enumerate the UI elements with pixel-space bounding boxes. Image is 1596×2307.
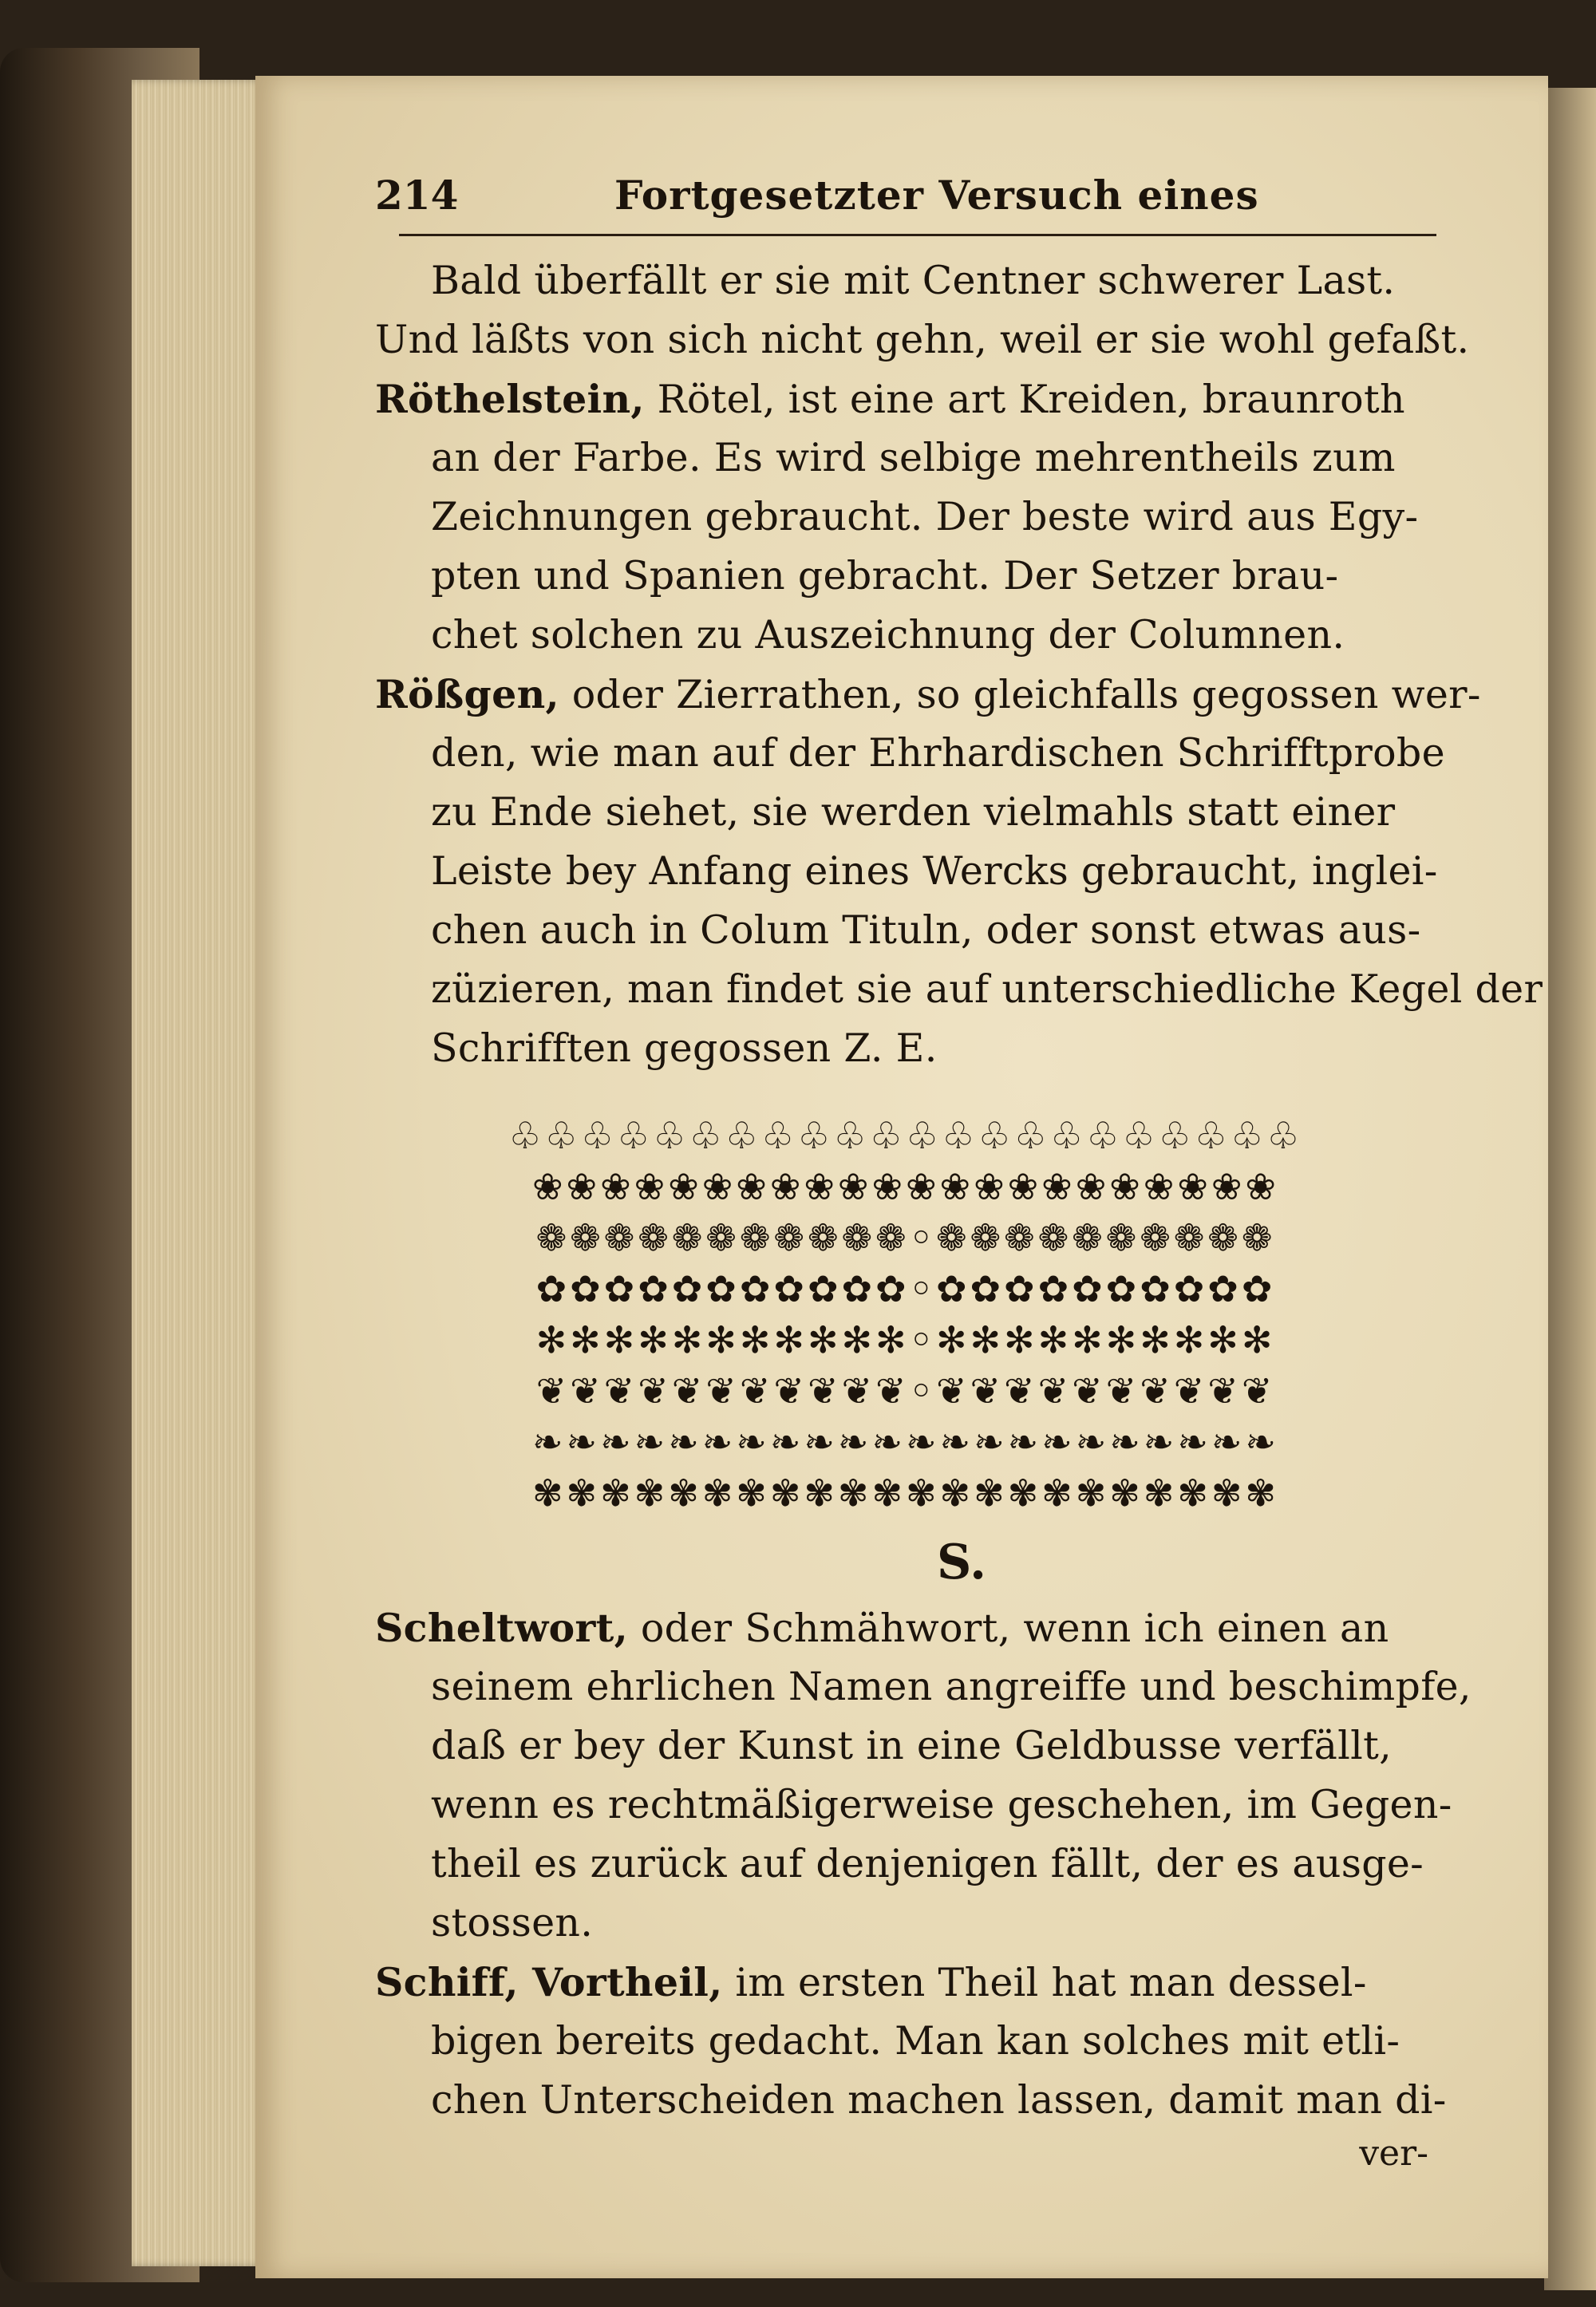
entry-text: im ersten Theil hat man dessel- <box>735 1960 1367 2005</box>
entry-line: chen Unterscheiden machen lassen, damit man di- <box>431 2077 1447 2123</box>
entry-line: theil es zurück auf denjenigen fällt, der es ausge- <box>431 1841 1424 1886</box>
verse-line: Bald überfällt er sie mit Centner schwerer Last. <box>431 258 1396 303</box>
entry-line: pten und Spanien gebracht. Der Setzer brau- <box>431 553 1339 598</box>
entry-lemma: Röthelstein, <box>375 376 645 422</box>
entry-line: chet solchen zu Auszeichnung der Columnen. <box>431 612 1345 658</box>
book-page <box>255 76 1548 2278</box>
page-edges <box>132 80 267 2266</box>
verse-line: Und läßts von sich nicht gehn, weil er sie wohl gefaßt. <box>375 317 1470 362</box>
entry-line: seinem ehrlichen Namen angreiffe und beschimpfe, <box>431 1664 1472 1709</box>
entry-line: Zeichnungen gebraucht. Der beste wird aus Egy- <box>431 494 1419 539</box>
entry-first-line <box>375 665 1481 724</box>
ornament-row: ❧❧❧❧❧❧❧❧❧❧❧❧❧❧❧❧❧❧❧❧❧❧ <box>532 1420 1279 1464</box>
entry-line: bigen bereits gedacht. Man kan solches mit etli- <box>431 2018 1400 2064</box>
entry-text: oder Schmähwort, wenn ich einen an <box>640 1606 1389 1651</box>
catchword: ver- <box>1359 2133 1428 2174</box>
entry-line: an der Farbe. Es wird selbige mehrentheils zum <box>431 435 1396 480</box>
ornament-row: ✻✻✻✻✻✻✻✻✻✻✻◦✻✻✻✻✻✻✻✻✻✻ <box>535 1318 1276 1361</box>
entry-first-line <box>375 369 1436 429</box>
entry-line: zu Ende siehet, sie werden vielmahls statt einer <box>431 789 1396 835</box>
ornament-row: ❀❀❀❀❀❀❀❀❀❀❀❀❀❀❀❀❀❀❀❀❀❀ <box>532 1165 1279 1208</box>
entry-line: Schrifften gegossen Z. E. <box>431 1025 938 1071</box>
ornament-row: ❁❁❁❁❁❁❁❁❁❁❁◦❁❁❁❁❁❁❁❁❁❁ <box>535 1216 1276 1259</box>
entry-line: wenn es rechtmäßigerweise geschehen, im Gegen- <box>431 1782 1452 1827</box>
entry-text: oder Zierrathen, so gleichfalls gegossen wer- <box>571 672 1481 717</box>
entry-line: chen auch in Colum Tituln, oder sonst etwas aus- <box>431 907 1421 953</box>
entry-line: stossen. <box>431 1900 594 1946</box>
entry-lemma: Schiff, Vortheil, <box>375 1959 723 2005</box>
entry-line: Leiste bey Anfang eines Wercks gebraucht, inglei- <box>431 848 1438 894</box>
facing-page-edge <box>1544 88 1596 2290</box>
entry-line: daß er bey der Kunst in eine Geldbusse verfällt, <box>431 1723 1392 1768</box>
page-content <box>375 164 1543 2178</box>
ornament-row: ♧♧♧♧♧♧♧♧♧♧♧♧♧♧♧♧♧♧♧♧♧♧ <box>508 1114 1303 1157</box>
entry-line: den, wie man auf der Ehrhardischen Schrifftprobe <box>431 730 1445 776</box>
entry-lemma: Scheltwort, <box>375 1605 628 1651</box>
entry-first-line <box>375 1953 1436 2012</box>
header-rule <box>399 234 1436 236</box>
page-number: 214 <box>375 172 459 219</box>
ornament-specimens <box>375 1110 1436 1519</box>
running-header <box>375 164 1436 251</box>
ornament-row: ✾✾✾✾✾✾✾✾✾✾✾✾✾✾✾✾✾✾✾✾✾✾ <box>532 1472 1279 1515</box>
entry-first-line <box>375 1598 1436 1657</box>
section-heading: S. <box>936 1535 987 1590</box>
entry-lemma: Rößgen, <box>375 671 559 717</box>
running-title: Fortgesetzter Versuch eines <box>614 172 1259 219</box>
ornament-row: ❦❦❦❦❦❦❦❦❦❦❦◦❦❦❦❦❦❦❦❦❦❦ <box>535 1369 1276 1412</box>
ornament-row: ✿✿✿✿✿✿✿✿✿✿✿◦✿✿✿✿✿✿✿✿✿✿ <box>535 1267 1276 1310</box>
entry-line: züzieren, man findet sie auf unterschiedliche Kegel der <box>431 966 1543 1012</box>
entry-text: Rötel, ist eine art Kreiden, braunroth <box>657 377 1405 422</box>
